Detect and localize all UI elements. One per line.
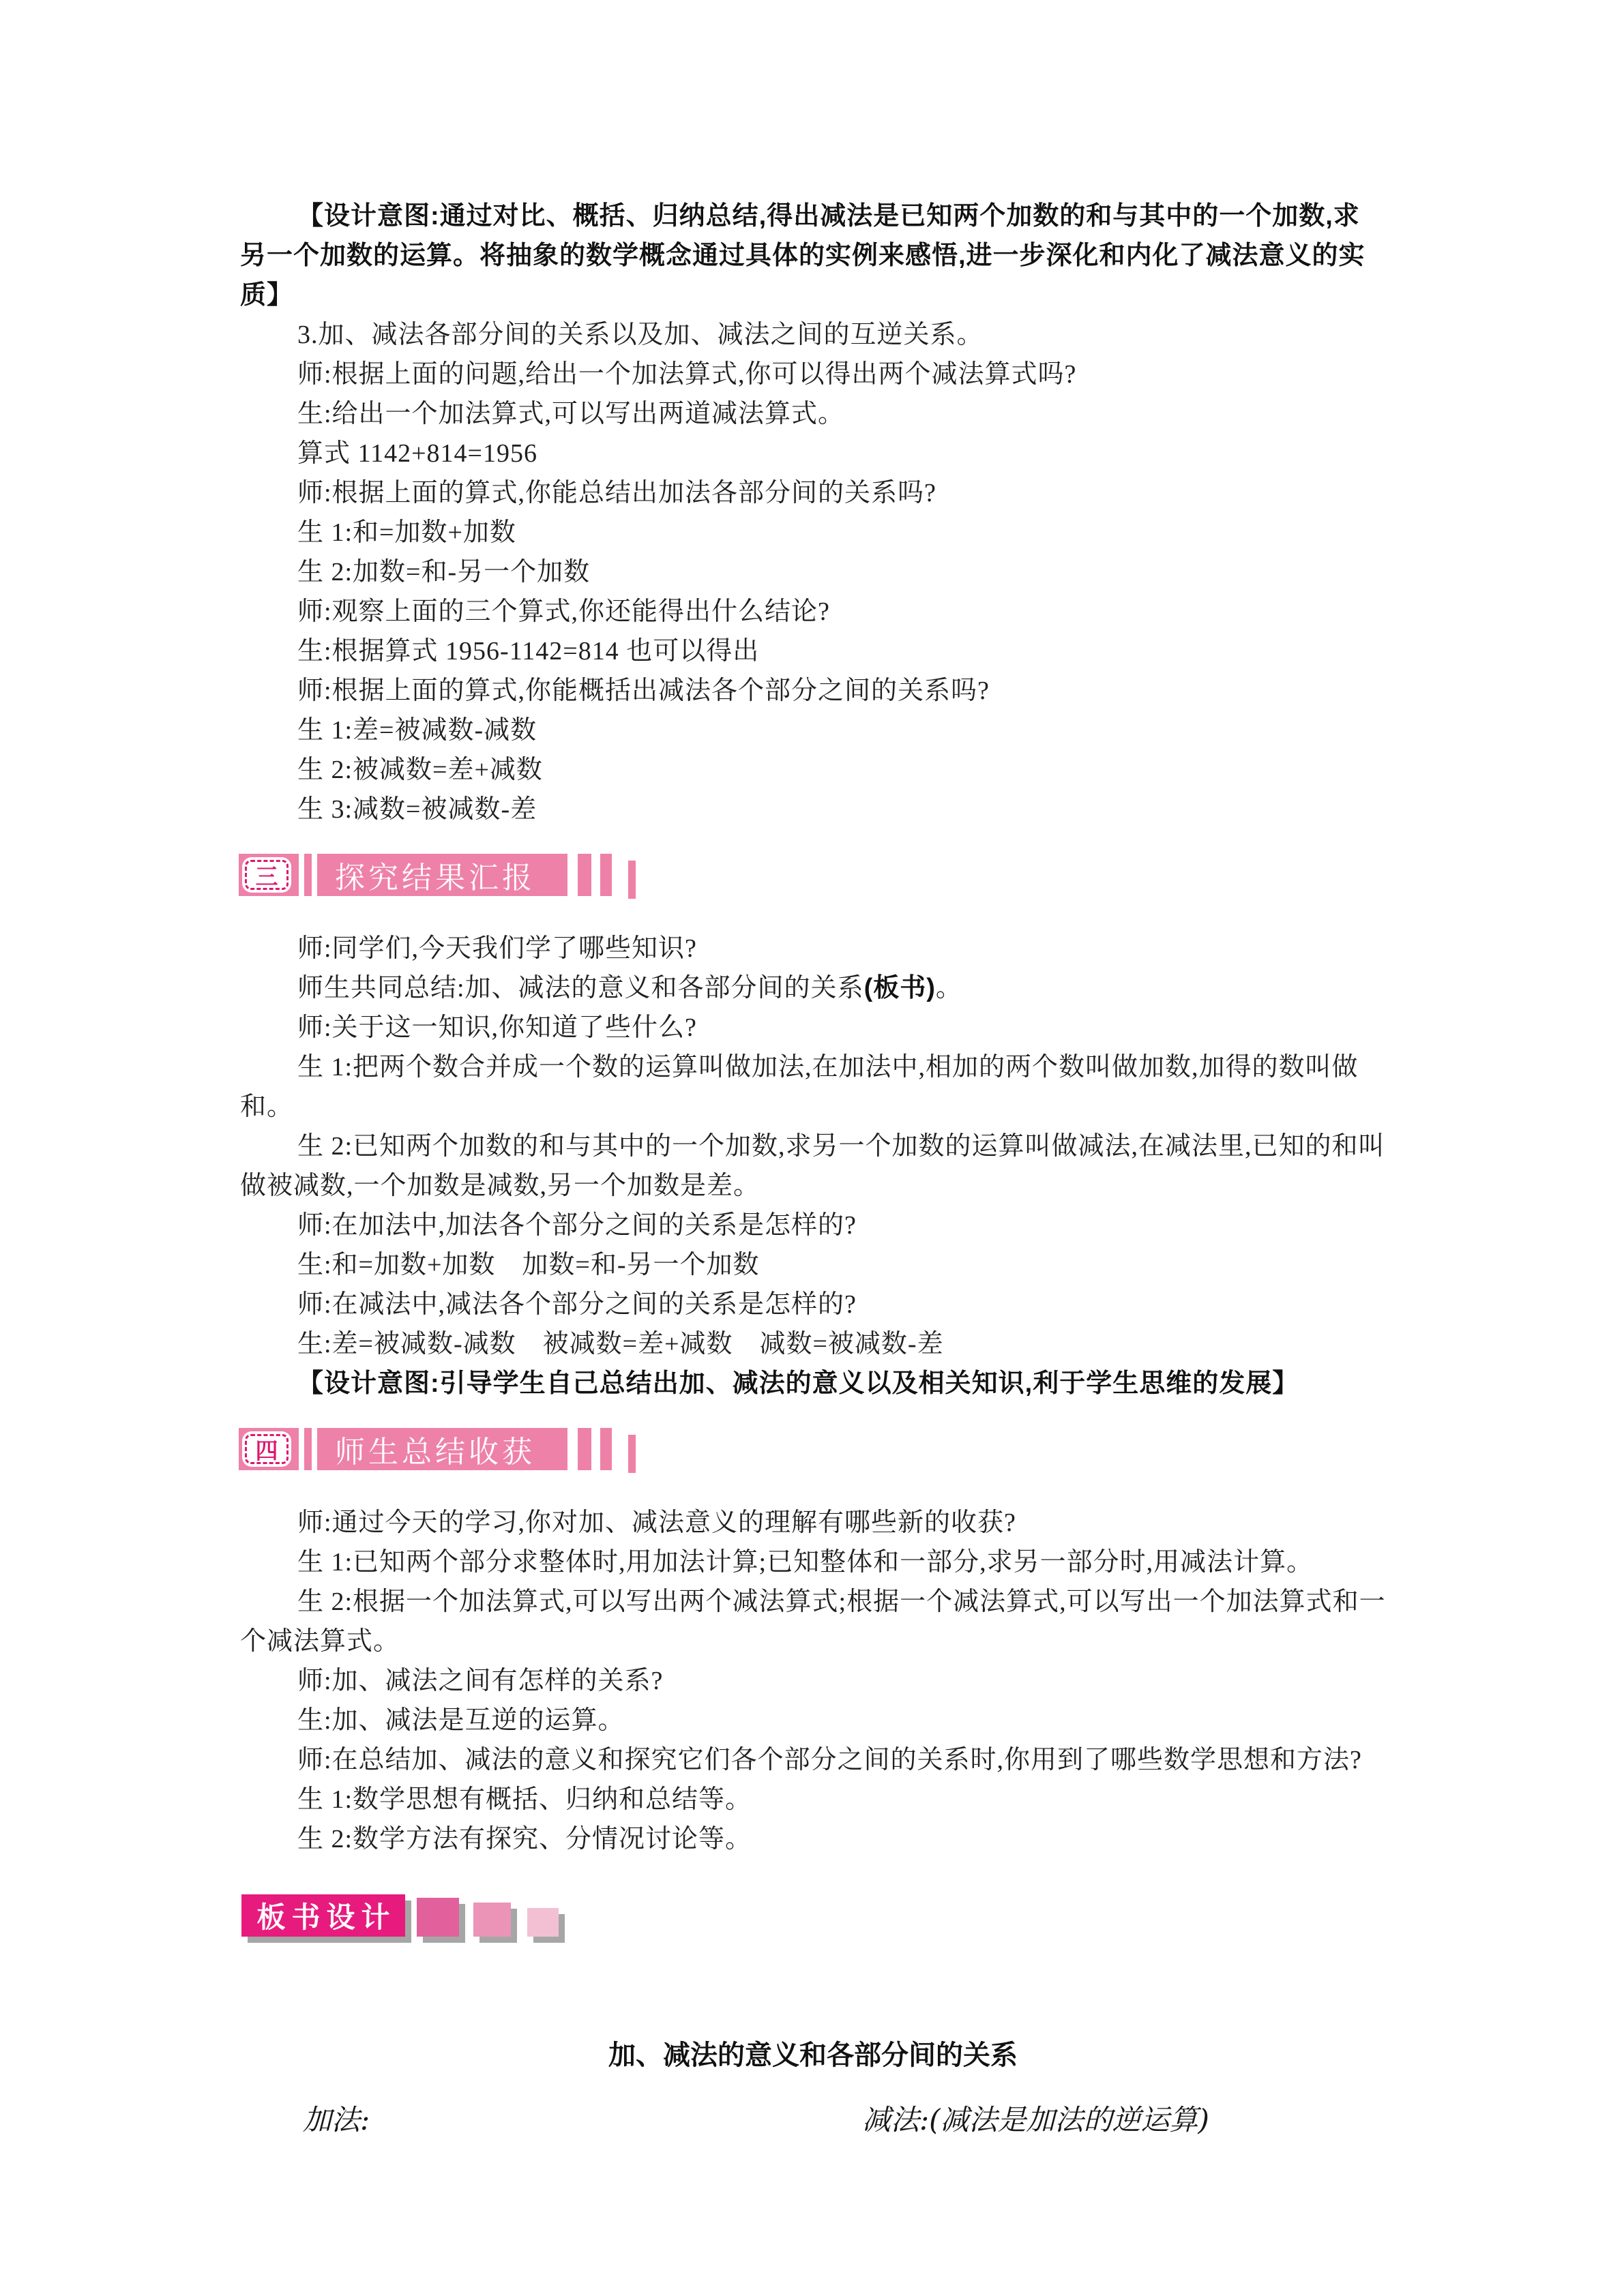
design-intent-note: 【设计意图:引导学生自己总结出加、减法的意义以及相关知识,利于学生思维的发展】 [297,1369,1299,1398]
formula-line: 算式 1142+814=1956 [297,439,537,468]
formula-line: 生 3:减数=被减数-差 [297,795,537,824]
dialog-line: 师:关于这一知识,你知道了些什么? [297,1013,697,1042]
section-number: 三 [245,860,289,890]
dialog-line: 师:在减法中,减法各个部分之间的关系是怎样的? [297,1290,857,1319]
dialog-line: 生 2:已知两个加数的和与其中的一个加数,求另一个加数的运算叫做减法,在减法里,已知的和叫做被减数,一个加数是减数,另一个加数是差。 [240,1132,1385,1200]
formula-line: 生:差=被减数-减数 被减数=差+减数 减数=被减数-差 [297,1330,944,1358]
dialog-line: 生 2:根据一个加法算式,可以写出两个减法算式;根据一个减法算式,可以写出一个加法算式和一个减法算式。 [240,1587,1386,1656]
board-design-label: 板书设计 [256,1903,396,1934]
dialog-line: 生 1:已知两个部分求整体时,用加法计算;已知整体和一部分,求另一部分时,用减法计算。 [297,1548,1314,1577]
banner-deco-stripe [600,854,612,896]
formula-line: 生 1:和=加数+加数 [297,518,516,547]
banner-deco-stripe [578,1428,591,1470]
board-note-bold: (板书) [863,974,936,1002]
section-number-box [242,1431,291,1467]
formula-line: 生 2:被减数=差+减数 [297,756,543,784]
banner-deco-stripe [600,1428,612,1470]
dialog-text: 师生共同总结:加、减法的意义和各部分间的关系 [297,974,864,1002]
dialog-line: 师:根据上面的算式,你能概括出减法各个部分之间的关系吗? [297,676,990,705]
dialog-line: 师:根据上面的问题,给出一个加法算式,你可以得出两个减法算式吗? [297,360,1077,389]
dialog-line: 生:给出一个加法算式,可以写出两道减法算式。 [297,400,845,428]
section-number: 四 [245,1434,289,1464]
formula-line: 生 2:加数=和-另一个加数 [297,558,591,586]
dialog-line: 师:观察上面的三个算式,你还能得出什么结论? [297,597,830,626]
banner-stripe [312,1428,317,1470]
board-design-header [241,1892,1386,1937]
dialog-line: 生:根据算式 1956-1142=814 也可以得出 [297,637,760,666]
section-banner-summary [239,1428,1386,1470]
banner-stripe [312,854,317,896]
dialog-line: 师:根据上面的算式,你能总结出加法各部分间的关系吗? [297,479,936,507]
deco-square-large [417,1898,459,1937]
banner-stripe [299,1428,304,1470]
board-left-label: 加法: [303,2103,370,2136]
section-banner-bar [239,854,567,896]
dialog-line: 生 1:把两个数合并成一个数的运算叫做加法,在加法中,相加的两个数叫做加数,加得的数叫做和。 [240,1053,1359,1121]
dialog-line: 师:通过今天的学习,你对加、减法意义的理解有哪些新的收获? [297,1508,1016,1537]
dialog-line: 生 1:数学思想有概括、归纳和总结等。 [297,1785,752,1814]
banner-deco-stripe [578,854,591,896]
dialog-line: 师:加、减法之间有怎样的关系? [297,1667,664,1695]
banner-deco-stripe [628,861,636,899]
section-banner-explore-results [239,854,1386,896]
banner-stripe [299,854,304,896]
formula-line: 生:和=加数+加数 加数=和-另一个加数 [297,1251,760,1279]
board-columns [240,2102,1386,2156]
deco-square-medium [473,1903,511,1937]
dialog-text: 。 [935,974,962,1002]
board-right-label: 减法:(减法是加法的逆运算) [862,2103,1209,2136]
section-title: 探究结果汇报 [335,861,535,895]
dialog-line: 师:同学们,今天我们学了哪些知识? [297,934,697,963]
dialog-line [240,968,1386,1008]
formula-line: 生 1:差=被减数-减数 [297,716,537,745]
dialog-line: 师:在加法中,加法各个部分之间的关系是怎样的? [297,1211,857,1240]
section-number-box [242,857,291,893]
board-design-banner [241,1894,405,1937]
subsection-heading: 3.加、减法各部分间的关系以及加、减法之间的互逆关系。 [297,320,984,349]
design-intent-note: 【设计意图:通过对比、概括、归纳总结,得出减法是已知两个加数的和与其中的一个加数,求另一个加数的运算。将抽象的数学概念通过具体的实例来感悟,进一步深化和内化了减法意义的实质】 [240,202,1365,310]
section-title: 师生总结收获 [335,1435,535,1470]
dialog-line: 师:在总结加、减法的意义和探究它们各个部分之间的关系时,你用到了哪些数学思想和方法? [297,1746,1362,1774]
deco-square-small [527,1908,559,1937]
dialog-line: 生:加、减法是互逆的运算。 [297,1706,625,1735]
board-title: 加、减法的意义和各部分间的关系 [608,2040,1018,2070]
dialog-line: 生 2:数学方法有探究、分情况讨论等。 [297,1825,752,1853]
section-banner-bar [239,1428,567,1470]
banner-deco-stripe [628,1435,636,1473]
